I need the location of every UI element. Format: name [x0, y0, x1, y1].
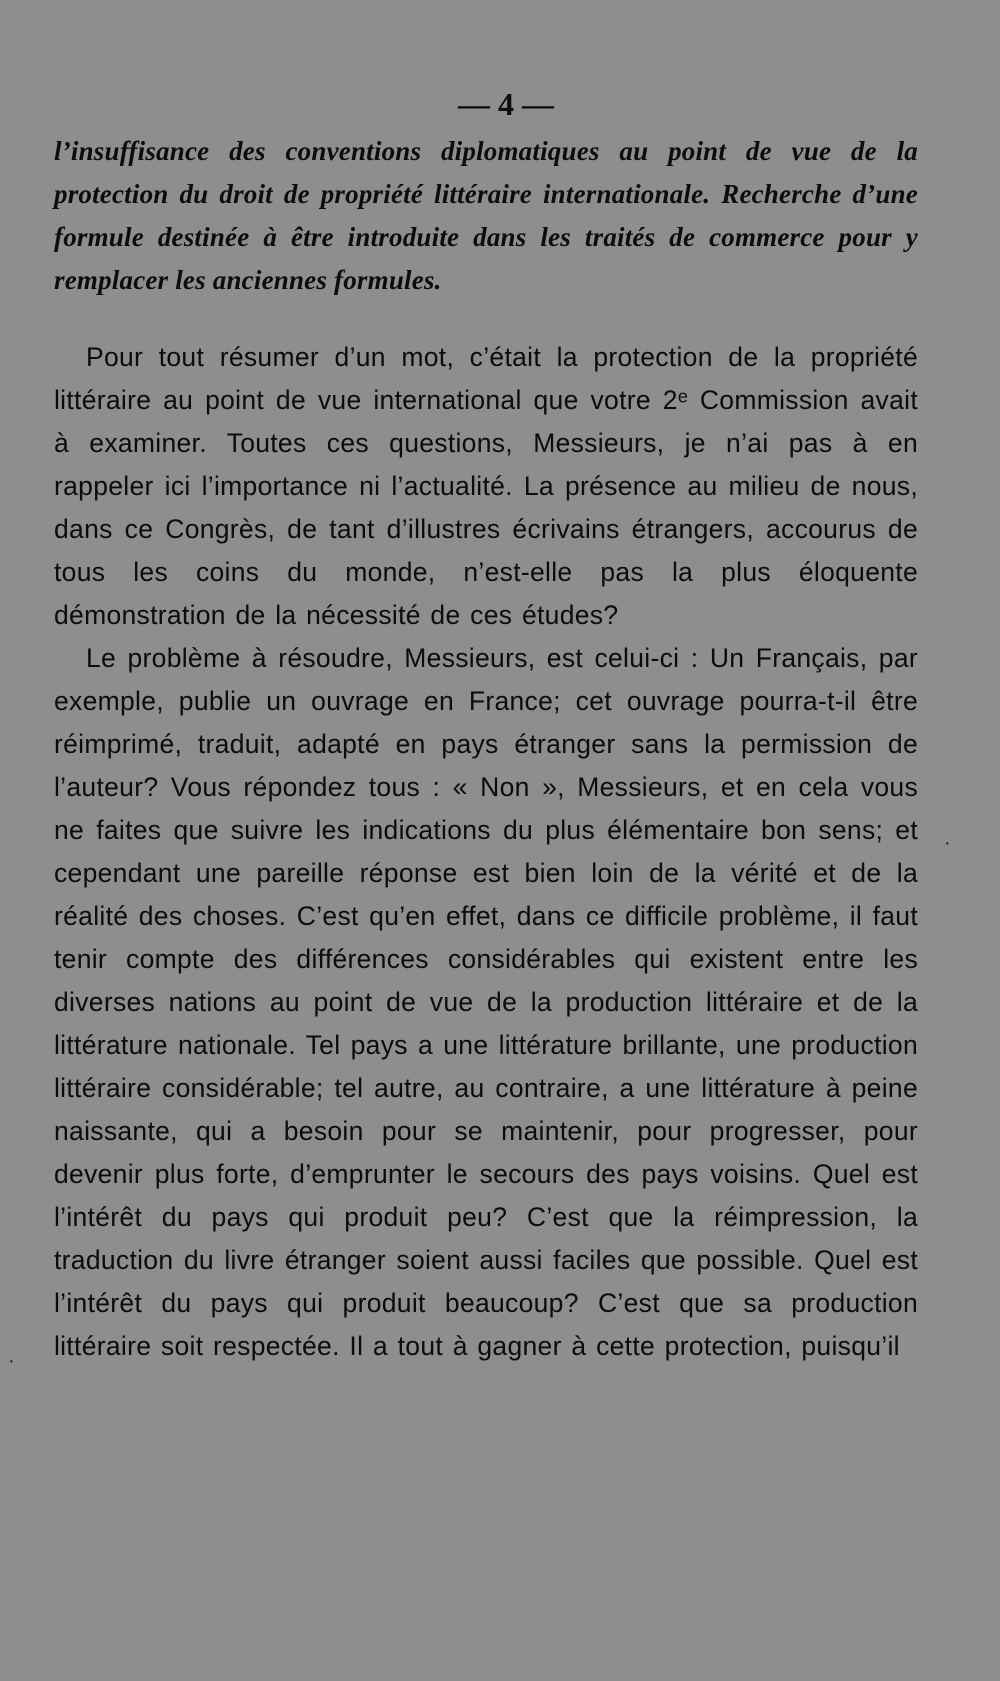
margin-dot-mark: · [944, 832, 951, 854]
body-paragraph-1: Pour tout résumer d’un mot, c’était la protection de la propriété littéraire au point de vue international que votre 2ᵉ Commission avait à examiner. Toutes ces questions, Messieurs, je n’ai pas à en rappeler ici l’importance ni l’actualité. La présence au milieu de nous, dans ce Congrès, de tant d’illustres écrivains étrangers, accourus de tous les coins du monde, n’est-elle pas la plus éloquente démonstration de la nécessité de ces études? [54, 342, 918, 630]
body-paragraph-2: Le problème à résoudre, Messieurs, est celui-ci : Un Français, par exemple, publie un ouvrage en France; cet ouvrage pourra-t-il être réimprimé, traduit, adapté en pays étranger sans la permission de l’auteur? Vous répondez tous : « Non », Messieurs, et en cela vous ne faites que suivre les indications du plus élémentaire bon sens; et cependant une pareille réponse est bien loin de la vérité et de la réalité des choses. C’est qu’en effet, dans ce difficile problème, il faut tenir compte des différences considérables qui existent entre les diverses nations au point de vue de la production littéraire et de la littérature nationale. Tel pays a une littérature brillante, une production littéraire considérable; tel autre, au contraire, a une littérature à peine naissante, qui a besoin pour se maintenir, pour progresser, pour devenir plus forte, d’emprunter le secours des pays voisins. Quel est l’intérêt du pays qui produit peu? C’est que la réimpression, la traduction du livre étranger soient aussi faciles que possible. Quel est l’intérêt du pays qui produit beaucoup? C’est que sa production littéraire soit respectée. Il a tout à gagner à cette protection, puisqu’il [54, 643, 918, 1361]
margin-dot-mark: · [8, 1350, 15, 1372]
page-number: — 4 — [458, 86, 554, 122]
summary-text: l’insuffisance des conventions diplomatiques au point de vue de la protection du droit de propriété littéraire internationale. Recherche d’une formule destinée à être introduite dans les traités de commerce pour y remplacer les anciennes formules. [54, 136, 918, 295]
page-content [54, 78, 918, 1368]
